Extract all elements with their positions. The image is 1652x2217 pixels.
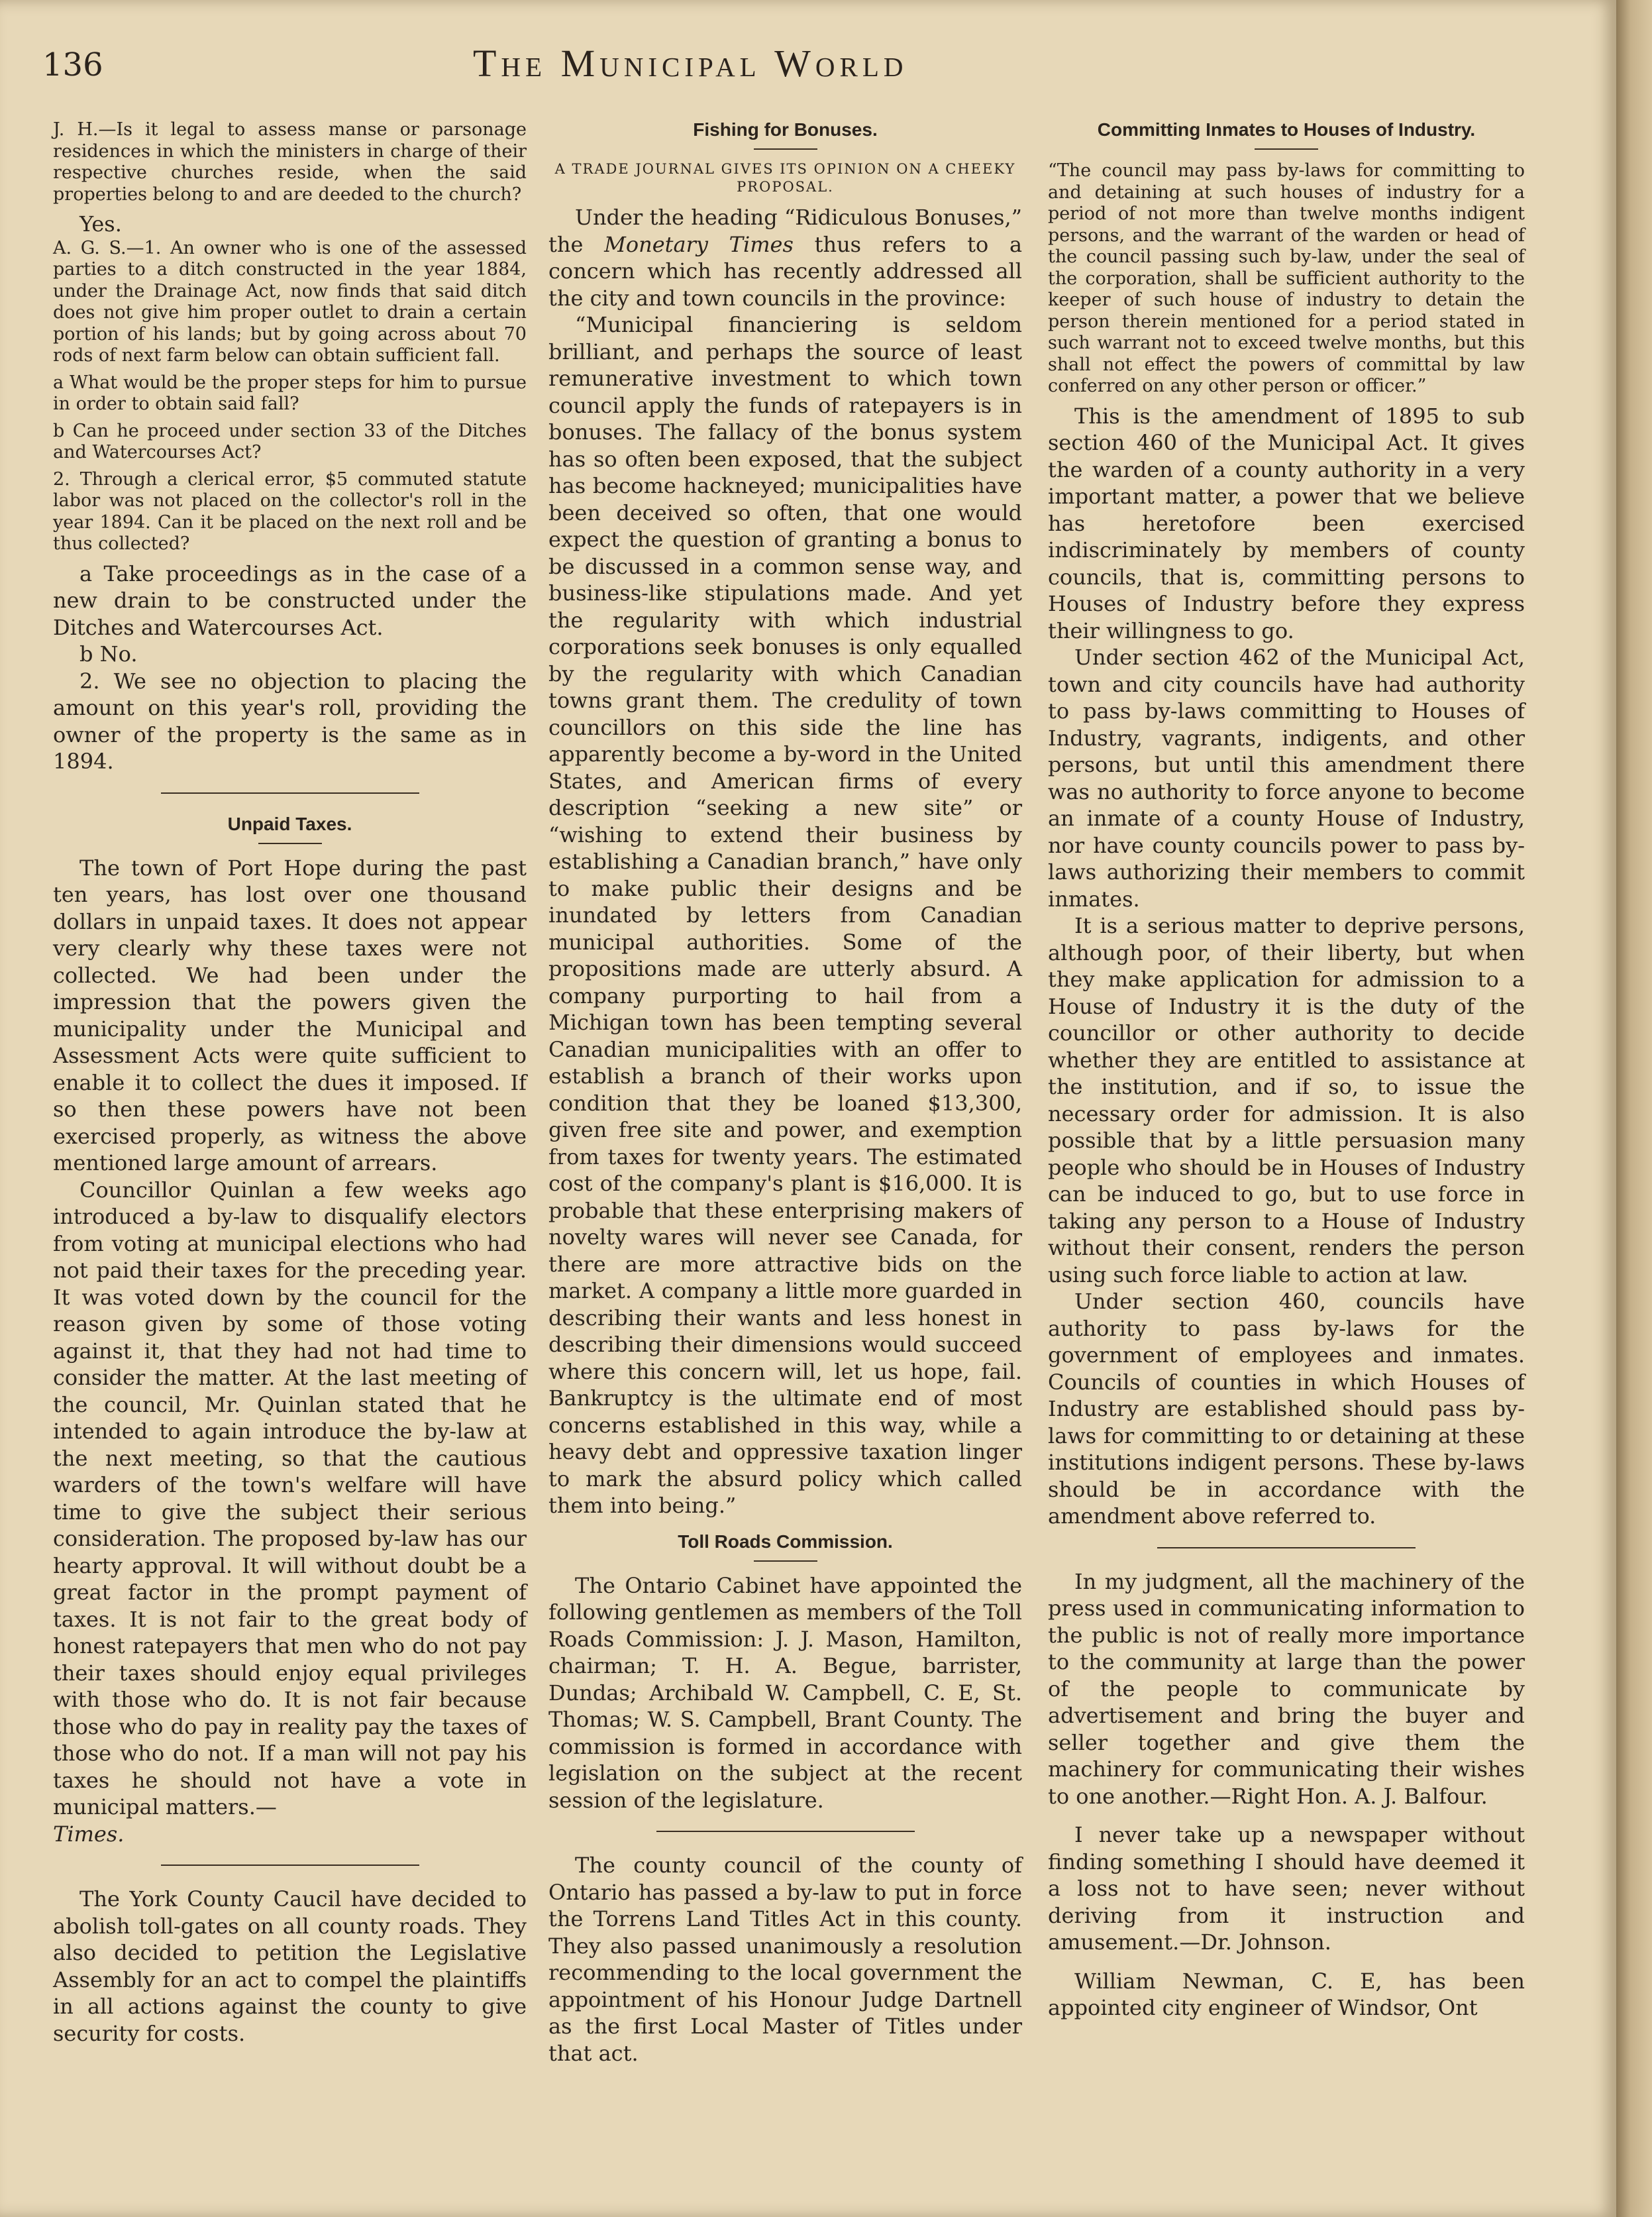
- unpaid-taxes-paragraph-1: The town of Port Hope during the past ten years, has lost over one thousand dollars in unpaid taxes. It does not appear very clearly why these taxes were not collected. We had been under the impression that the powers given the municipality under the Municipal and Assessment Acts were quite sufficient to enable it to collect the dues it imposed. If so then these powers have not been exercised properly, as witness the above mentioned large amount of arrears.: [53, 855, 527, 1175]
- heading-fishing-bonuses: Fishing for Bonuses.: [693, 119, 878, 140]
- york-county-paragraph: The York County Caucil have decided to abolish toll-gates on all county roads. They also decided to petition the Legislative Assembly for an act to compel the plaintiffs in all actions against the county to give security for costs.: [53, 1886, 527, 2046]
- question-ags-a: a What would be the proper steps for him to pursue in order to obtain said fall?: [53, 372, 527, 414]
- heading-unpaid-taxes: Unpaid Taxes.: [227, 813, 352, 834]
- column-3: [1048, 119, 1525, 2022]
- newman-notice: William Newman, C. E, has been appointed city engineer of Windsor, Ont: [1048, 1968, 1525, 2020]
- answer-jh: Yes.: [79, 211, 122, 237]
- monetary-times-title: Monetary Times: [604, 231, 794, 257]
- heading-rule: [1255, 148, 1318, 150]
- fishing-intro-text-2: thus refers to a concern which has recently addressed all the city and town councils in the province:: [548, 231, 1023, 311]
- column-2: [548, 119, 1022, 2067]
- heading-toll-roads: Toll Roads Commission.: [678, 1531, 893, 1552]
- section-divider: [1157, 1547, 1416, 1548]
- heading-rule: [754, 148, 817, 150]
- balfour-quote: In my judgment, all the machinery of the press used in communicating information to the public is not of really more importance to the community at large than the power of the people to communicate by advertisement and bring the buyer and seller together and give them the machinery for communicating their wishes to one another.—Right Hon. A. J. Balfour.: [1048, 1568, 1525, 1809]
- fishing-intro-text: Under the heading “Ridiculous Bonuses,” the: [548, 205, 1022, 257]
- question-ags-2: 2. Through a clerical error, $5 commuted statute labor was not placed on the collector's roll in the year 1894. Can it be placed on the next roll and be thus collected?: [53, 468, 527, 554]
- committing-paragraph-2: Under section 462 of the Municipal Act, town and city councils have had authority to pass by-laws committing to Houses of Industry, vagrants, indigents, and other persons, but until this amendment there was no authority to force anyone to become an inmate of a county House of Industry, nor have county councils power to pass by-laws authorizing their members to commit inmates.: [1048, 645, 1525, 912]
- committing-paragraph-4: Under section 460, councils have authority to pass by-laws for the government of employees and inmates. Councils of counties in which Houses of Industry are established should pass by-laws for committing to or detaining at these institutions indigent persons. These by-laws should be in accordance with the amendment above referred to.: [1048, 1289, 1525, 1529]
- unpaid-taxes-paragraph-2: [53, 1177, 527, 1848]
- masthead-title: The Municipal World: [473, 42, 908, 85]
- subheading-fishing: A TRADE JOURNAL GIVES ITS OPINION ON A CHEEKY PROPOSAL.: [554, 161, 1016, 195]
- heading-rule: [258, 843, 322, 844]
- johnson-quote: I never take up a newspaper without finding something I should have deemed it a loss not to have seen; never without deriving from it instruction and amusement.—Dr. Johnson.: [1048, 1822, 1525, 1955]
- section-divider: [161, 1865, 419, 1866]
- page-edge-shadow: [1616, 0, 1652, 2217]
- question-ags: A. G. S.—1. An owner who is one of the assessed parties to a ditch constructed in the year 1884, under the Drainage Act, now finds that said ditch does not give him proper outlet to drain a certain portion of his lands; but by going across about 70 rods of next farm below can obtain sufficient fall.: [53, 237, 527, 366]
- committing-quote: “The council may pass by-laws for committing to and detaining at such houses of industry for a period of not more than twelve months indigent persons, and the warrant of the warden or head of the council passing such by-law, under the seal of the corporation, shall be sufficient authority to the keeper of such house of industry to detain the person therein mentioned for a period stated in such warrant not to exceed twelve months, but this shall not effect the powers of committal by law conferred on any other person or officer.”: [1048, 160, 1525, 396]
- toll-roads-paragraph: The Ontario Cabinet have appointed the following gentlemen as members of the Toll Roads Commission: J. J. Mason, Hamilton, chairman; T. H. A. Begue, barrister, Dundas; Archibald W. Campbell, C. E, St. Thomas; W. S. Campbell, Brant County. The commission is formed in accordance with legislation on the subject at the recent session of the legislature.: [548, 1572, 1022, 1813]
- torrens-paragraph: The county council of the county of Ontario has passed a by-law to put in force the Torrens Land Titles Act in this county. They also passed unanimously a resolution recommending to the local government the appointment of his Honour Judge Dartnell as the first Local Master of Titles under that act.: [548, 1853, 1022, 2066]
- answer-ags-2: 2. We see no objection to placing the amount on this year's roll, providing the owner of the property is the same as in 1894.: [53, 668, 527, 774]
- fishing-paragraph-1: [548, 204, 1022, 311]
- question-ags-b: b Can he proceed under section 33 of the Ditches and Watercourses Act?: [53, 420, 527, 462]
- committing-paragraph-3: It is a serious matter to deprive persons, although poor, of their liberty, but when they make application for admission to a House of Industry it is the duty of the councillor or other authority to decide whether they are entitled to assistance at the institution, and if so, to issue the necessary order for admission. It is also possible that by a little persuasion many people who should be in Houses of Industry can be induced to go, but to use force in taking any person to a House of Industry without their consent, renders the person using such force liable to action at law.: [1048, 913, 1525, 1287]
- committing-paragraph-1: This is the amendment of 1895 to sub section 460 of the Municipal Act. It gives the warden of a county authority in a very important matter, a power that we believe has heretofore been exercised indiscriminately by members of county councils, that is, committing persons to Houses of Industry before they express their willingness to go.: [1048, 403, 1525, 643]
- heading-committing-inmates: Committing Inmates to Houses of Industry.: [1097, 119, 1476, 140]
- heading-rule: [754, 1560, 817, 1562]
- question-jh: J. H.—Is it legal to assess manse or parsonage residences in which the ministers in charge of their respective churches reside, when the said properties belong to and are deeded to the church?: [53, 119, 527, 205]
- unpaid-taxes-source: Times.: [53, 1821, 125, 1847]
- page-number: 136: [42, 46, 103, 83]
- answer-ags-a: a Take proceedings as in the case of a new drain to be constructed under the Ditches and Watercourses Act.: [53, 561, 527, 640]
- column-1: [53, 119, 527, 2047]
- section-divider: [656, 1831, 915, 1832]
- page-header: [42, 41, 1546, 94]
- section-divider: [161, 792, 419, 794]
- fishing-paragraph-2: “Municipal financiering is seldom brilliant, and perhaps the source of least remunerative investment to which town council apply the funds of ratepayers is in bonuses. The fallacy of the bonus system has so often been exposed, that the subject has become hackneyed; municipalities have been deceived so often, that one would expect the question of granting a bonus to be discussed in a common sense way, and business-like stipulations made. And yet the regularity with which industrial corporations seek bonuses is only equalled by the regularity with which Canadian towns grant them. The credulity of town councillors on this side the line has apparently become a by-word in the United States, and American firms of every description “seeking a new site” or “wishing to extend their business by establishing a Canadian branch,” have only to make public their designs and be inundated by letters from Canadian municipal authorities. Some of the propositions made are utterly absurd. A company purporting to hail from a Michigan town has been tempting several Canadian municipalities with an offer to establish a branch of their works upon condition that they be loaned $13,300, given free site and power, and exemption from taxes for twenty years. The estimated cost of the company's plant is $16,000. It is probable that these enterprising makers of novelty wares will never see Canada, for there are more attractive bids on the market. A company a little more guarded in describing their wants and less honest in describing their dimensions would succeed where this concern will, let us hope, fail. Bankruptcy is the ultimate end of most concerns established in this way, while a heavy debt and oppressive taxation linger to mark the absurd policy which called them into being.”: [548, 312, 1022, 1518]
- unpaid-taxes-text: Councillor Quinlan a few weeks ago introduced a by-law to disqualify electors from voting at municipal elections who had not paid their taxes for the preceding year. It was voted down by the council for the reason given by some of those voting against it, that they had not had time to consider the matter. At the last meeting of the council, Mr. Quinlan stated that he intended to again introduce the by-law at the next meeting, so that the cautious warders of the town's welfare will have time to give the subject their serious consideration. The proposed by-law has our hearty approval. It will without doubt be a great factor in the prompt payment of taxes. It is not fair to the great body of honest ratepayers that men who do not pay their taxes should enjoy equal privileges with those who do. It is not fair because those who do pay in reality pay the taxes of those who do not. If a man will not pay his taxes he should not have a vote in municipal matters.—: [53, 1177, 527, 1819]
- answer-ags-b: b No.: [79, 641, 138, 667]
